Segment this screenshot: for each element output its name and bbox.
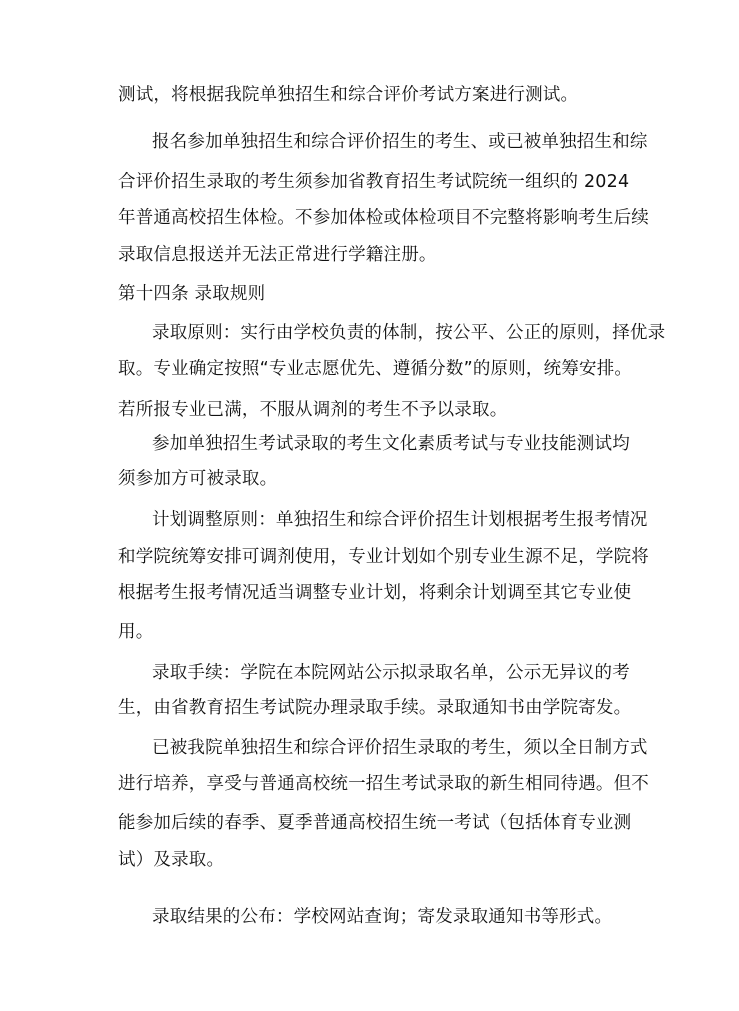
text-line: 年普通高校招生体检。不参加体检或体检项目不完整将影响考生后续 [118, 208, 649, 228]
text-line: 能参加后续的春季、夏季普通高校招生统一考试（包括体育专业测 [118, 813, 632, 833]
text-line: 若所报专业已满，不服从调剂的考生不予以录取。 [118, 400, 508, 420]
text-line: 取。专业确定按照“专业志愿优先、遵循分数”的原则，统筹安排。 [118, 359, 633, 379]
text-line: 计划调整原则：单独招生和综合评价招生计划根据考生报考情况 [152, 510, 648, 530]
text-line: 测试，将根据我院单独招生和综合评价考试方案进行测试。 [118, 85, 579, 105]
text-line: 和学院统筹安排可调剂使用，专业计划如个别专业生源不足，学院将 [118, 547, 649, 567]
text-line: 根据考生报考情况适当调整专业计划，将剩余计划调至其它专业使 [118, 583, 632, 603]
text-line: 进行培养，享受与普通高校统一招生考试录取的新生相同待遇。但不 [118, 774, 649, 794]
text-line: 录取信息报送并无法正常进行学籍注册。 [118, 245, 437, 265]
text-line: 用。 [118, 622, 154, 642]
text-line: 合评价招生录取的考生须参加省教育招生考试院统一组织的 2024 [118, 172, 630, 192]
text-line: 须参加方可被录取。 [118, 469, 278, 489]
text-line: 参加单独招生考试录取的考生文化素质考试与专业技能测试均 [152, 434, 630, 454]
text-line: 试）及录取。 [118, 850, 225, 870]
text-line: 录取手续：学院在本院网站公示拟录取名单，公示无异议的考 [152, 663, 630, 683]
text-line: 报名参加单独招生和综合评价招生的考生、或已被单独招生和综 [152, 132, 648, 152]
text-line: 录取结果的公布：学校网站查询；寄发录取通知书等形式。 [152, 907, 613, 927]
text-line: 已被我院单独招生和综合评价招生录取的考生，须以全日制方式 [152, 738, 648, 758]
text-line: 录取原则：实行由学校负责的体制，按公平、公正的原则，择优录 [152, 323, 666, 343]
section-heading: 第十四条 录取规则 [118, 284, 266, 304]
text-line: 生，由省教育招生考试院办理录取手续。录取通知书由学院寄发。 [118, 698, 632, 718]
